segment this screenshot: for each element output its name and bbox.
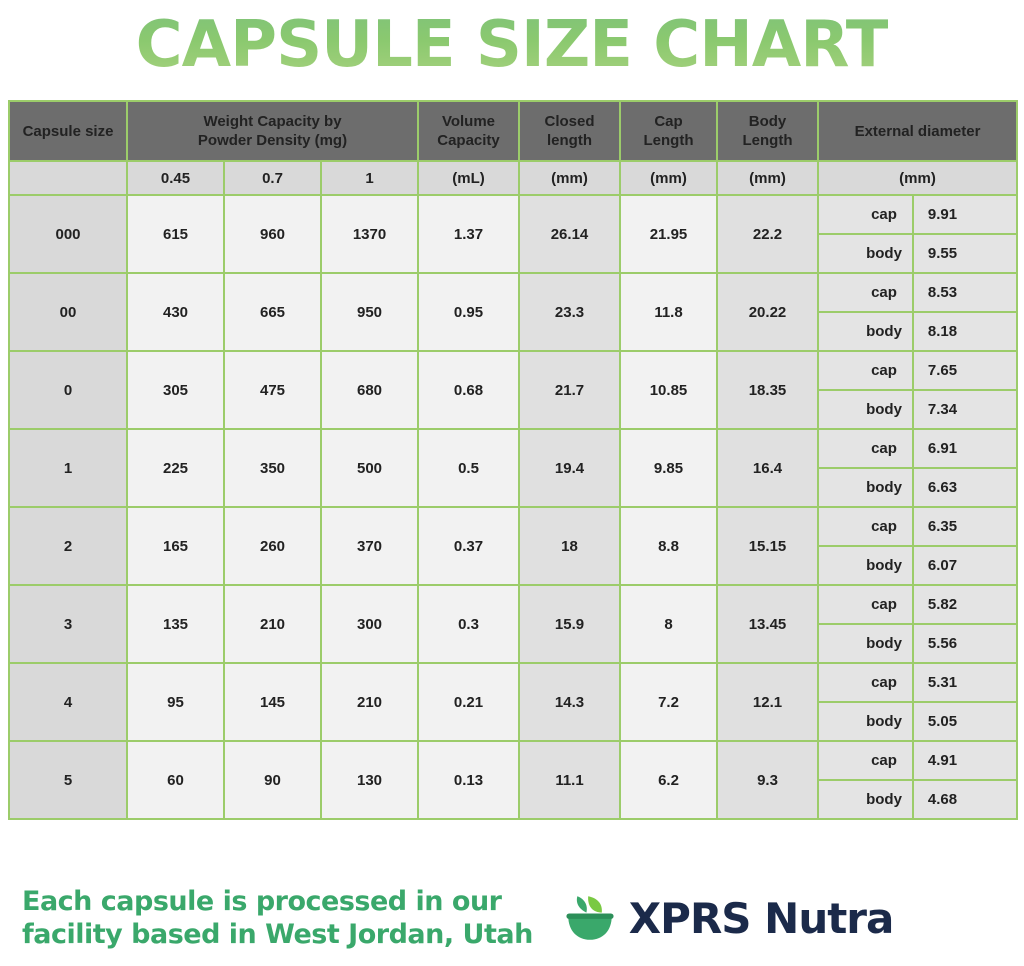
cell-capsule-size: 3 [9,585,127,663]
cell-closed-length: 26.14 [519,195,620,273]
cell-closed-length: 23.3 [519,273,620,351]
header-weight-line1: Weight Capacity by [203,113,342,130]
cell-weight-07: 475 [224,351,321,429]
header-body-line1: Body [748,113,787,130]
table-row [9,507,1017,546]
cell-ext-cap-label: cap [818,663,913,702]
footer [0,870,1024,966]
header-cap-line1: Cap [654,113,683,130]
cell-cap-length: 7.2 [620,663,717,741]
table-row [9,663,1017,702]
cell-cap-length: 6.2 [620,741,717,819]
header-volume-capacity [418,101,519,161]
mortar-and-pestle-leaf-icon [561,889,619,947]
cell-ext-body-label: body [818,702,913,741]
cell-ext-body-value: 8.18 [913,312,1017,351]
cell-weight-045: 225 [127,429,224,507]
cell-capsule-size: 000 [9,195,127,273]
cell-ext-cap-value: 8.53 [913,273,1017,312]
table-body [9,161,1017,819]
cell-cap-length: 21.95 [620,195,717,273]
cell-body-length: 9.3 [717,741,818,819]
table-row [9,351,1017,390]
cell-closed-length: 14.3 [519,663,620,741]
cell-weight-1: 210 [321,663,418,741]
header-capsule-size: Capsule size [9,101,127,161]
cell-weight-1: 950 [321,273,418,351]
cell-weight-07: 90 [224,741,321,819]
cell-weight-045: 60 [127,741,224,819]
cell-volume: 0.3 [418,585,519,663]
cell-volume: 0.21 [418,663,519,741]
table-header [9,101,1017,161]
units-cap-mm: (mm) [620,161,717,195]
brand-lockup [561,889,894,947]
cell-ext-body-value: 4.68 [913,780,1017,819]
cell-ext-cap-label: cap [818,351,913,390]
cell-ext-body-label: body [818,546,913,585]
cell-weight-1: 130 [321,741,418,819]
cell-cap-length: 10.85 [620,351,717,429]
cell-ext-cap-label: cap [818,195,913,234]
cell-ext-cap-value: 6.91 [913,429,1017,468]
table-row [9,195,1017,234]
cell-ext-cap-value: 6.35 [913,507,1017,546]
header-volume-line2: Capacity [437,132,500,149]
cell-volume: 0.13 [418,741,519,819]
brand-name: XPRS Nutra [628,893,894,943]
cell-weight-045: 95 [127,663,224,741]
footer-tagline-line1: Each capsule is processed in our [22,886,502,917]
header-volume-line1: Volume [441,113,496,130]
cell-weight-07: 210 [224,585,321,663]
size-chart-table-wrap [8,100,1016,820]
cell-ext-cap-value: 5.82 [913,585,1017,624]
units-row [9,161,1017,195]
units-blank [9,161,127,195]
cell-weight-1: 300 [321,585,418,663]
cell-volume: 1.37 [418,195,519,273]
cell-cap-length: 9.85 [620,429,717,507]
header-closed-line2: length [547,132,592,149]
units-external-mm: (mm) [818,161,1017,195]
cell-closed-length: 18 [519,507,620,585]
cell-body-length: 13.45 [717,585,818,663]
cell-ext-body-label: body [818,312,913,351]
cell-weight-1: 1370 [321,195,418,273]
cell-volume: 0.37 [418,507,519,585]
units-volume-ml: (mL) [418,161,519,195]
cell-ext-body-value: 7.34 [913,390,1017,429]
cell-closed-length: 19.4 [519,429,620,507]
header-body-line2: Length [742,132,793,149]
cell-body-length: 16.4 [717,429,818,507]
cell-cap-length: 11.8 [620,273,717,351]
cell-weight-045: 615 [127,195,224,273]
cell-weight-1: 500 [321,429,418,507]
units-body-mm: (mm) [717,161,818,195]
header-cap-length [620,101,717,161]
cell-ext-body-value: 5.05 [913,702,1017,741]
cell-ext-body-value: 5.56 [913,624,1017,663]
cell-ext-cap-label: cap [818,585,913,624]
cell-capsule-size: 0 [9,351,127,429]
cell-ext-body-label: body [818,234,913,273]
cell-ext-cap-value: 5.31 [913,663,1017,702]
header-closed-line1: Closed [544,113,595,130]
page-title: CAPSULE SIZE CHART [135,8,889,82]
page-title-wrap [0,0,1024,88]
units-closed-mm: (mm) [519,161,620,195]
cell-body-length: 15.15 [717,507,818,585]
cell-ext-body-label: body [818,468,913,507]
cell-weight-045: 135 [127,585,224,663]
cell-ext-body-label: body [818,624,913,663]
cell-capsule-size: 1 [9,429,127,507]
header-weight-line2: Powder Density (mg) [197,132,348,149]
cell-ext-cap-label: cap [818,273,913,312]
cell-body-length: 20.22 [717,273,818,351]
header-cap-line2: Length [643,132,694,149]
cell-body-length: 18.35 [717,351,818,429]
units-density-07: 0.7 [224,161,321,195]
cell-weight-07: 960 [224,195,321,273]
cell-cap-length: 8 [620,585,717,663]
cell-weight-07: 260 [224,507,321,585]
cell-ext-body-value: 6.63 [913,468,1017,507]
cell-body-length: 22.2 [717,195,818,273]
cell-weight-07: 665 [224,273,321,351]
cell-weight-045: 165 [127,507,224,585]
cell-weight-07: 350 [224,429,321,507]
cell-ext-body-value: 6.07 [913,546,1017,585]
footer-tagline [22,885,533,951]
header-external-diameter: External diameter [818,101,1017,161]
cell-ext-body-value: 9.55 [913,234,1017,273]
cell-ext-cap-label: cap [818,429,913,468]
cell-body-length: 12.1 [717,663,818,741]
header-closed-length [519,101,620,161]
cell-volume: 0.5 [418,429,519,507]
cell-closed-length: 11.1 [519,741,620,819]
header-body-length [717,101,818,161]
cell-capsule-size: 5 [9,741,127,819]
cell-closed-length: 21.7 [519,351,620,429]
footer-tagline-line2: facility based in West Jordan, Utah [22,919,533,950]
header-weight-capacity [127,101,418,161]
cell-weight-045: 430 [127,273,224,351]
table-row [9,741,1017,780]
cell-weight-1: 370 [321,507,418,585]
units-density-1: 1 [321,161,418,195]
cell-volume: 0.95 [418,273,519,351]
cell-ext-cap-value: 9.91 [913,195,1017,234]
cell-weight-1: 680 [321,351,418,429]
cell-ext-cap-label: cap [818,507,913,546]
cell-weight-07: 145 [224,663,321,741]
cell-weight-045: 305 [127,351,224,429]
units-density-045: 0.45 [127,161,224,195]
table-row [9,429,1017,468]
cell-ext-cap-value: 7.65 [913,351,1017,390]
cell-cap-length: 8.8 [620,507,717,585]
table-row [9,273,1017,312]
cell-ext-cap-value: 4.91 [913,741,1017,780]
cell-ext-body-label: body [818,390,913,429]
cell-volume: 0.68 [418,351,519,429]
table-row [9,585,1017,624]
cell-ext-body-label: body [818,780,913,819]
capsule-size-table [8,100,1018,820]
cell-closed-length: 15.9 [519,585,620,663]
cell-capsule-size: 4 [9,663,127,741]
cell-capsule-size: 00 [9,273,127,351]
cell-ext-cap-label: cap [818,741,913,780]
cell-capsule-size: 2 [9,507,127,585]
